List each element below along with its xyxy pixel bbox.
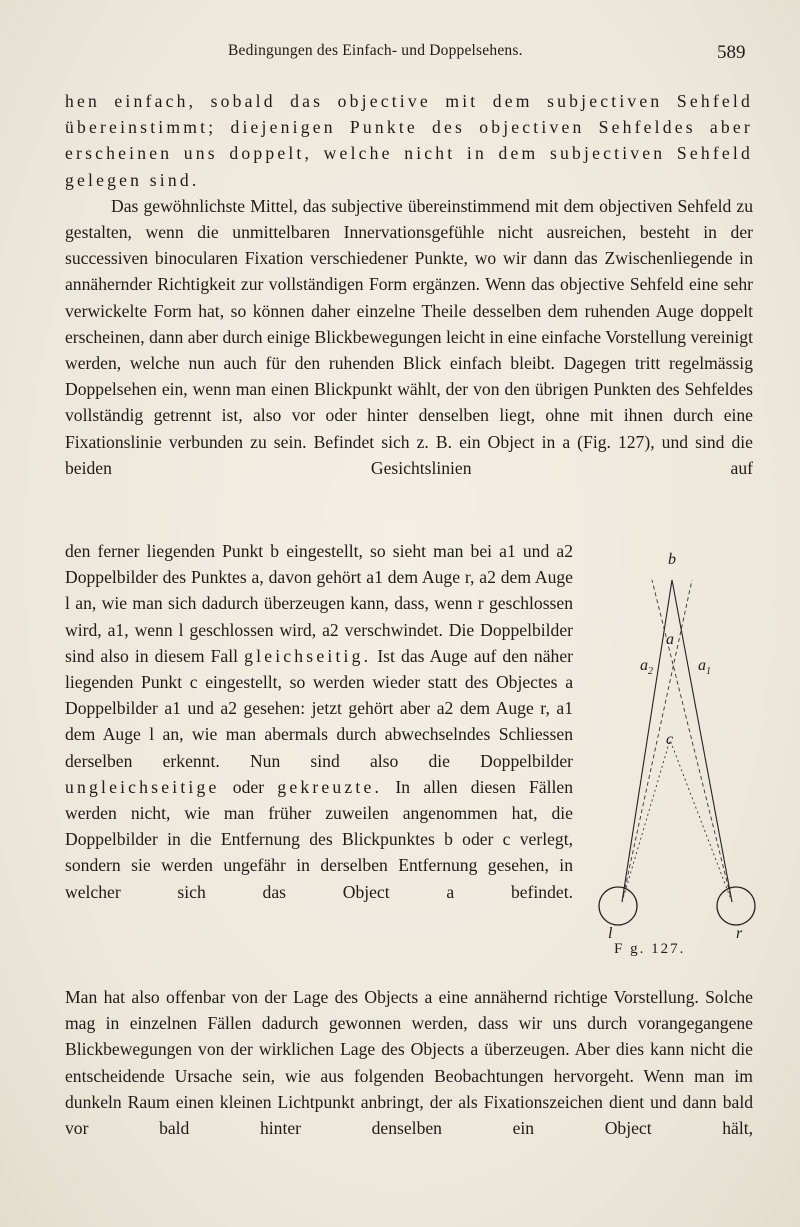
- paragraph-2: Das gewöhnlichste Mittel, das subjective übereinstimmend mit dem objectiven Sehfeld zu gestalten, wenn die unmittelbaren Innervationsgefühle nicht ausreichen, besteht in der successiven binocularen Fixation verschiedener Punkte, wo wir dann das Zwischenliegende in annähernder Richtigkeit zur vollständigen Form ergänzen. Wenn das objective Sehfeld eine sehr verwickelte Form hat, so können daher einzelne Theile desselben dem ruhenden Auge doppelt erscheinen, dann aber durch einige Blickbewegungen leicht in eine einfache Vorstellung vereinigt werden, welche nun auch für den ruhenden Blick einfach bleibt. Dagegen tritt regelmässig Doppelsehen ein, wenn man einen Blickpunkt wählt, der von den übrigen Punkten des Sehfeldes vollständig getrennt ist, also vor oder hinter denselben liegt, ohne mit ihnen durch eine Fixationslinie verbunden zu sein. Befindet sich z. B. ein Object in a (Fig. 127), und sind die beiden Gesichtslinien auf: [65, 195, 753, 478]
- label-c: c: [666, 731, 674, 748]
- gaze-line-left-to-b: [622, 580, 672, 902]
- paragraph-3-part-a: den ferner liegenden Punkt b eingestellt, so sieht man bei a1 und a2 Doppelbilder des Punktes a, davon gehört a1 dem Auge r, a2 dem Auge l an, wie man sich dadurch überzeugen kann, dass, wenn r geschlossen wird, a1, wenn l geschlossen wird, a2 verschwindet. Die Doppelbilder sind also in diesem Fall: [65, 541, 573, 666]
- paragraph-1: hen einfach, sobald das objective mit dem subjectiven Sehfeld übereinstimmt; diejenigen Punkte des objectiven Sehfeldes aber erscheinen uns doppelt, welche nicht in dem subjectiven Sehfeld gelegen sind.: [65, 91, 753, 190]
- gaze-line-right-to-b: [672, 580, 732, 902]
- label-b: b: [668, 551, 676, 568]
- figure-127: [582, 540, 772, 980]
- dotted-line-right-to-c: [670, 740, 732, 902]
- right-eye: [717, 887, 755, 925]
- paragraph-3-part-d: In allen diesen Fällen werden nicht, wie man früher zuweilen angenommen hat, die Doppelbilder in die Entfernung des Blickpunktes b oder c verlegt, sondern sie werden ungefähr in derselben Entfernung gesehen, in welcher sich das Object a befindet.: [65, 776, 573, 902]
- paragraph-4: Man hat also offenbar von der Lage des Objects a eine annähernd richtige Vorstellung. Solche mag in einzelnen Fällen dadurch gewonnen werden, dass wir uns durch vorangegangene Blickbewegungen von der wirklichen Lage des Objects a überzeugen. Aber dies kann nicht die entscheidende Ursache sein, wie aus folgenden Beobachtungen hervorgeht. Wenn man im dunkeln Raum einen kleinen Lichtpunkt anbringt, der als Fixationszeichen dient und dann bald vor bald hinter denselben ein Object hält,: [65, 987, 753, 1139]
- paragraph-3: [65, 538, 573, 905]
- body-text-beside-figure: [65, 538, 573, 905]
- label-a: a: [666, 631, 674, 648]
- paragraph-3-part-b: Ist das Auge auf den näher liegenden Punkt c eingestellt, so werden wieder statt des Objectes a Doppelbilder a1 und a2 gesehen: jetzt gehört aber a2 dem Auge r, a1 dem Auge l an, wie man abermals durch abwechselndes Schliessen derselben erkennt. Nun sind also die Doppelbilder: [65, 645, 573, 771]
- paragraph-3-part-c: oder: [232, 776, 265, 797]
- label-a1: $a_1$: [698, 657, 711, 677]
- spaced-term-gekreuzte: gekreuzte.: [277, 776, 383, 797]
- body-text-top: [65, 88, 753, 481]
- dotted-line-left-to-c: [622, 740, 670, 902]
- page-number: 589: [717, 42, 746, 63]
- dashed-line-right: [652, 580, 732, 902]
- spaced-term-ungleichseitige: ungleichseitige: [65, 776, 220, 797]
- left-eye: [599, 887, 637, 925]
- body-text-bottom: [65, 984, 753, 1141]
- figure-127-diagram: [582, 540, 772, 980]
- label-a2: $a_2$: [640, 657, 653, 677]
- spaced-term-gleichseitig: gleichseitig.: [244, 645, 372, 666]
- label-l: l: [608, 925, 613, 942]
- running-title: Bedingungen des Einfach- und Doppelsehens.: [228, 42, 523, 59]
- dashed-line-left: [622, 580, 692, 902]
- label-r: r: [736, 925, 743, 942]
- figure-caption: F g. 127.: [614, 941, 686, 957]
